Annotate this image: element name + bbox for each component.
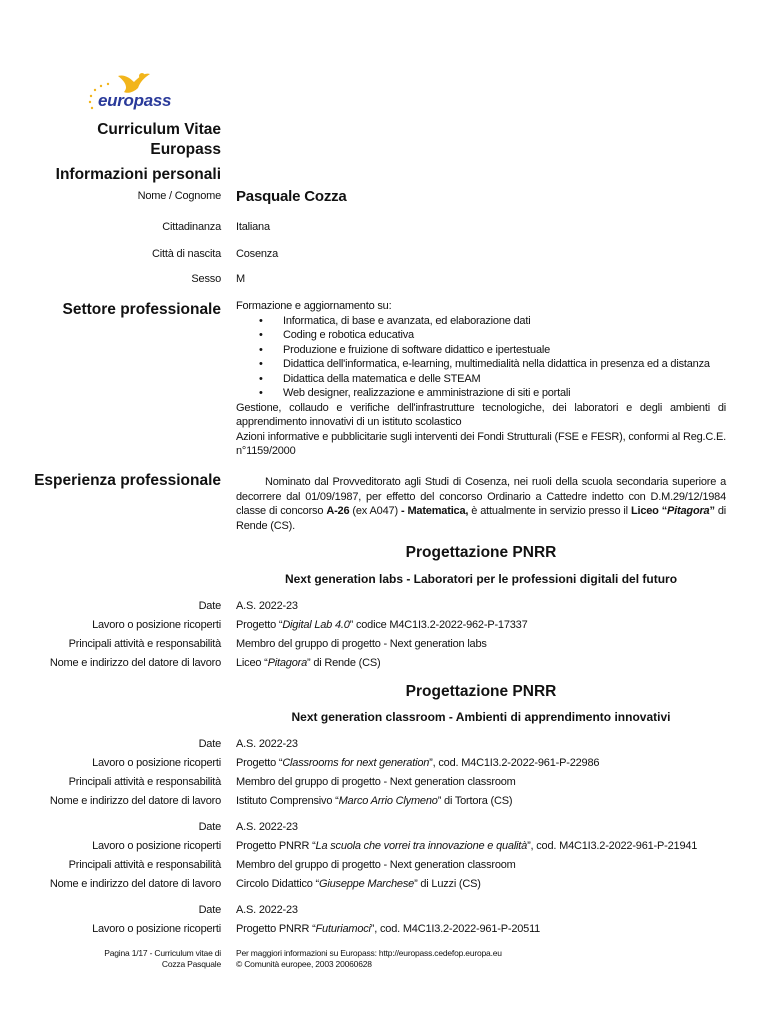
experience-heading: Esperienza professionale: [34, 472, 221, 489]
activities-label: Principali attività e responsabilità: [68, 859, 221, 871]
position-value: Progetto PNRR “La scuola che vorrei tra innovazione e qualità”, cod. M4C1I3.2-2022-961-P-21941: [236, 840, 698, 852]
logo-text: europass: [98, 91, 172, 110]
cv-title-line-2: Europass: [150, 141, 221, 158]
list-item: • Produzione e fruizione di software didattico e ipertestuale: [283, 343, 726, 358]
date-value: A.S. 2022-23: [236, 600, 298, 612]
pnrr2-title: Progettazione PNRR: [405, 683, 557, 700]
date-label: Date: [198, 821, 221, 833]
name-label: Nome / Cognome: [137, 190, 221, 202]
sector-heading: Settore professionale: [62, 301, 221, 318]
name-value: Pasquale Cozza: [236, 188, 347, 205]
activities-value: Membro del gruppo di progetto - Next generation classroom: [236, 776, 516, 788]
activities-value: Membro del gruppo di progetto - Next generation classroom: [236, 859, 516, 871]
date-value: A.S. 2022-23: [236, 821, 298, 833]
personal-info-heading: Informazioni personali: [55, 166, 221, 183]
sector-para-2: Azioni informative e pubblicitarie sugli interventi dei Fondi Strutturali (FSE e FESR), conformi al Reg.C.E. n°1159/2000: [236, 430, 726, 457]
position-label: Lavoro o posizione ricoperti: [92, 923, 221, 935]
position-value: Progetto “Classrooms for next generation”, cod. M4C1I3.2-2022-961-P-22986: [236, 757, 600, 769]
employer-label: Nome e indirizzo del datore di lavoro: [49, 878, 221, 890]
date-value: A.S. 2022-23: [236, 738, 298, 750]
sector-bullets: [236, 314, 726, 401]
pnrr1-subtitle: Next generation labs - Laboratori per le professioni digitali del futuro: [284, 572, 678, 586]
position-value: Progetto PNRR “Futuriamoci”, cod. M4C1I3.2-2022-961-P-20511: [236, 923, 541, 935]
position-label: Lavoro o posizione ricoperti: [92, 757, 221, 769]
activities-value: Membro del gruppo di progetto - Next generation labs: [236, 638, 487, 650]
sector-intro: Formazione e aggiornamento su:: [236, 300, 392, 312]
pnrr1-title: Progettazione PNRR: [405, 544, 557, 561]
birthplace-value: Cosenza: [236, 248, 279, 260]
employer-value: Circolo Didattico “Giuseppe Marchese” di Luzzi (CS): [236, 878, 481, 890]
pnrr2-subtitle: Next generation classroom - Ambienti di apprendimento innovativi: [291, 710, 671, 724]
cv-title-line-1: Curriculum Vitae: [97, 121, 221, 138]
employer-value: Liceo “Pitagora” di Rende (CS): [236, 657, 381, 669]
employer-label: Nome e indirizzo del datore di lavoro: [49, 795, 221, 807]
position-value: Progetto “Digital Lab 4.0” codice M4C1I3.2-2022-962-P-17337: [236, 619, 528, 631]
footer-europass-info: Per maggiori informazioni su Europass: http://europass.cedefop.europa.eu © Comunità europee, 2003 20060628: [236, 948, 502, 969]
date-label: Date: [198, 738, 221, 750]
experience-text: Nominato dal Provveditorato agli Studi di Cosenza, nei ruoli della scuola secondaria superiore a decorrere dal 01/09/1987, per effetto del concorso Ordinario a Cattedre indetto con D.M.29/12/1984 classe di concorso A-26 (ex A047) - Matematica, è attualmente in servizio presso il Liceo “Pitagora” di Rende (CS).: [236, 476, 726, 532]
position-label: Lavoro o posizione ricoperti: [92, 840, 221, 852]
activities-label: Principali attività e responsabilità: [68, 776, 221, 788]
employer-label: Nome e indirizzo del datore di lavoro: [49, 657, 221, 669]
europass-logo: [84, 70, 174, 114]
activities-label: Principali attività e responsabilità: [68, 638, 221, 650]
list-item: • Web designer, realizzazione e amministrazione di siti e portali: [283, 386, 726, 401]
footer-page-info: Pagina 1/17 - Curriculum vitae di Cozza Pasquale: [104, 948, 221, 969]
list-item: • Didattica della matematica e delle STEAM: [283, 372, 726, 387]
citizenship-value: Italiana: [236, 221, 270, 233]
date-label: Date: [198, 600, 221, 612]
date-label: Date: [198, 904, 221, 916]
list-item: • Didattica dell'informatica, e-learning, multimedialità nella didattica in presenza ed a distanza: [283, 357, 726, 372]
sector-content: [236, 299, 726, 459]
list-item: • Coding e robotica educativa: [283, 328, 726, 343]
sector-para-1: Gestione, collaudo e verifiche dell'infrastrutture tecnologiche, dei laboratori e degli ambienti di apprendimento innovativi di un istituto scolastico: [236, 401, 726, 428]
date-value: A.S. 2022-23: [236, 904, 298, 916]
sex-label: Sesso: [191, 273, 221, 285]
sex-value: M: [236, 273, 245, 285]
position-label: Lavoro o posizione ricoperti: [92, 619, 221, 631]
employer-value: Istituto Comprensivo “Marco Arrio Clymeno” di Tortora (CS): [236, 795, 513, 807]
birthplace-label: Città di nascita: [152, 248, 221, 260]
list-item: • Informatica, di base e avanzata, ed elaborazione dati: [283, 314, 726, 329]
citizenship-label: Cittadinanza: [162, 221, 221, 233]
